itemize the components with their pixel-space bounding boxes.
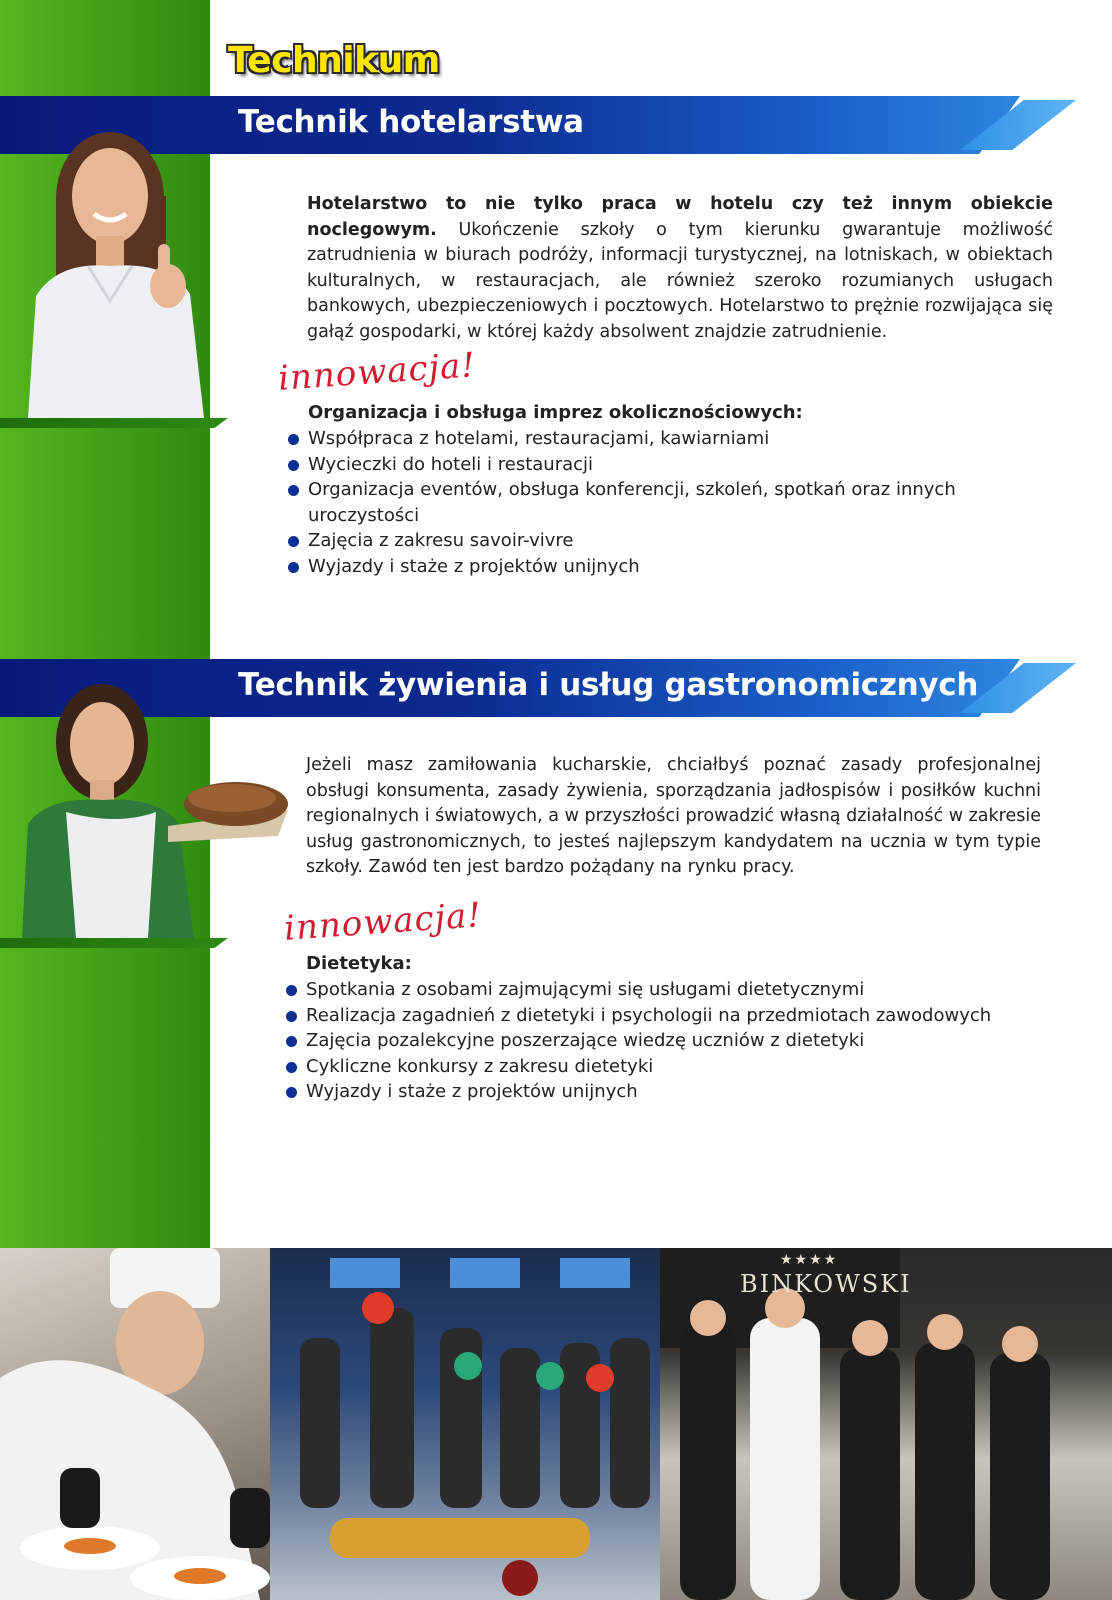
intro-body: Ukończenie szkoły o tym kierunku gwarantuje możliwość zatrudnienia w biurach podróży, informacji turystycznej, na lotniskach, w obiektach kulturalnych, w restauracjach, ale również szeroko rozumianych usługach bankowych, ubezpieczeniowych i pocztowych. Hotelarstwo to prężnie rozwijająca się gałąź gospodarki, w której każdy absolwent znajdzie zatrudnienie. (307, 219, 1053, 342)
list-item: Zajęcia pozalekcyjne poszerzające wiedzę uczniów z dietetyki (286, 1028, 1026, 1054)
innovation-bullet-list (288, 426, 988, 579)
portrait-hotel-student (18, 126, 210, 418)
list-item: Realizacja zagadnień z dietetyki i psychologii na przedmiotach zawodowych (286, 1003, 1026, 1029)
hotel-sign-stars: ★★★★ (780, 1252, 839, 1268)
photo-bowling-group (270, 1248, 690, 1600)
innovation-heading: Dietetyka: (306, 953, 412, 974)
list-item: Wyjazdy i staże z projektów unijnych (288, 554, 988, 580)
portrait-ledge (0, 938, 228, 948)
photo-collage (0, 1248, 1112, 1600)
list-item: Cykliczne konkursy z zakresu dietetyki (286, 1054, 1026, 1080)
intro-bold-lead: Hotelarstwo to nie tylko praca w hotelu czy też innym obiekcie noclegowym. (307, 194, 1053, 240)
section-title: Technik żywienia i usług gastronomicznych (238, 667, 979, 703)
photo-chef-plating (0, 1248, 300, 1600)
photo-hotel-staff (660, 1248, 1112, 1600)
list-item: Zajęcia z zakresu savoir-vivre (288, 528, 988, 554)
portrait-gastronomy-student (18, 676, 298, 938)
portrait-ledge (0, 418, 228, 428)
section-intro-text (306, 753, 1041, 881)
hotel-sign-text: BINKOWSKI (740, 1270, 912, 1298)
innovation-script-label: innowacja! (282, 895, 484, 949)
list-item: Wycieczki do hoteli i restauracji (288, 452, 988, 478)
list-item: Współpraca z hotelami, restauracjami, kawiarniami (288, 426, 988, 452)
innovation-bullet-list (286, 977, 1026, 1105)
list-item: Organizacja eventów, obsługa konferencji, szkoleń, spotkań oraz innych uroczystości (288, 477, 988, 528)
innovation-script-label: innowacja! (276, 345, 478, 399)
list-item: Wyjazdy i staże z projektów unijnych (286, 1079, 1026, 1105)
list-item: Spotkania z osobami zajmującymi się usługami dietetycznymi (286, 977, 1026, 1003)
innovation-heading: Organizacja i obsługa imprez okolicznościowych: (308, 402, 803, 423)
section-title: Technik hotelarstwa (238, 104, 584, 140)
intro-body: Jeżeli masz zamiłowania kucharskie, chciałbyś poznać zasady profesjonalnej obsługi konsumenta, zasady żywienia, sporządzania jadłospisów i posiłków kuchni regionalnych i światowych, a w przyszłości prowadzić własną działalność w zakresie usług gastronomicznych, to jesteś najlepszym kandydatem na ucznia w tym typie szkoły. Zawód ten jest bardzo pożądany na rynku pracy. (306, 755, 1041, 877)
page-title: Technikum (228, 40, 440, 81)
section-intro-text (307, 192, 1053, 345)
